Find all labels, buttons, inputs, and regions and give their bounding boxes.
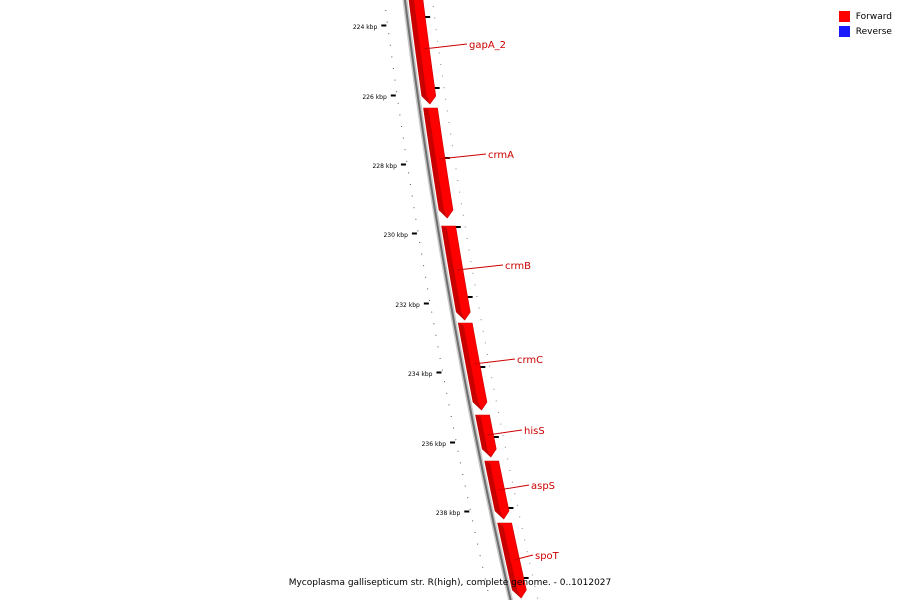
outer-tick-dot [452, 145, 453, 146]
minor-tick-dot [460, 462, 461, 463]
minor-tick-dot [399, 114, 400, 115]
minor-tick-dot [475, 532, 476, 533]
gene-leader-line [457, 265, 503, 270]
minor-tick-dot [385, 10, 386, 11]
outer-tick-dot [522, 528, 523, 529]
gene-label: hisS [524, 426, 545, 437]
outer-tick-dot [503, 435, 504, 436]
minor-tick-dot [412, 196, 413, 197]
minor-tick-dot [487, 590, 488, 591]
minor-tick-dot [408, 172, 409, 173]
minor-tick-dot [419, 242, 420, 243]
legend-label-reverse: Reverse [855, 26, 892, 37]
outer-tick-dot [463, 215, 464, 216]
outer-tick-dot [444, 87, 445, 88]
outer-tick-dot [493, 389, 494, 390]
outer-tick-dot [474, 284, 475, 285]
minor-tick-dot [477, 544, 478, 545]
minor-tick-dot [470, 509, 471, 510]
gene-label: gapA_2 [469, 40, 507, 51]
gene-label: spoT [535, 551, 559, 562]
minor-tick-dot [433, 323, 434, 324]
outer-tick-dot [512, 482, 513, 483]
gene-label: crmB [505, 261, 532, 272]
minor-tick-dot [405, 149, 406, 150]
outer-tick-dot [479, 308, 480, 309]
gene-label: aspS [531, 481, 556, 492]
minor-tick-dot [395, 80, 396, 81]
gene-leader-line [439, 154, 486, 159]
outer-tick-dot [510, 470, 511, 471]
minor-tick-dot [431, 312, 432, 313]
tick-label: 224 kbp [352, 24, 378, 31]
gene-leader-line [474, 359, 515, 364]
gene-label: crmA [488, 150, 515, 161]
outer-tick-dot [445, 99, 446, 100]
outer-tick-dot [514, 493, 515, 494]
forward-swatch [839, 11, 850, 22]
minor-tick-dot [462, 474, 463, 475]
outer-tick-dot [437, 41, 438, 42]
outer-tick-dot [496, 400, 497, 401]
outer-tick-dot [472, 273, 473, 274]
minor-tick-dot [458, 451, 459, 452]
minor-tick-dot [429, 300, 430, 301]
minor-tick-dot [391, 56, 392, 57]
minor-tick-dot [465, 486, 466, 487]
minor-tick-dot [388, 33, 389, 34]
outer-tick-dot [529, 563, 530, 564]
outer-tick-dot [440, 64, 441, 65]
minor-tick-dot [421, 254, 422, 255]
minor-tick-dot [442, 370, 443, 371]
outer-tick-dot [505, 447, 506, 448]
outer-tick-dot [507, 458, 508, 459]
minor-tick-dot [403, 138, 404, 139]
tick-label: 230 kbp [383, 232, 408, 239]
outer-tick-dot [467, 238, 468, 239]
tick-label: 238 kbp [435, 510, 461, 517]
outer-tick-dot [485, 342, 486, 343]
outer-tick-dot [447, 110, 448, 111]
minor-tick-dot [467, 497, 468, 498]
tick-label: 234 kbp [407, 371, 433, 378]
outer-tick-dot [489, 366, 490, 367]
outer-tick-dot [450, 134, 451, 135]
outer-tick-dot [483, 331, 484, 332]
outer-tick-dot [517, 505, 518, 506]
legend-label-forward: Forward [855, 11, 892, 22]
outer-tick-dot [498, 412, 499, 413]
minor-tick-dot [396, 91, 397, 92]
outer-tick-dot [537, 598, 538, 599]
minor-tick-dot [398, 103, 399, 104]
legend-item-forward [839, 9, 892, 24]
minor-tick-dot [425, 277, 426, 278]
tick-label: 232 kbp [395, 302, 420, 309]
outer-tick-dot [469, 250, 470, 251]
gene-features [408, 0, 527, 598]
minor-tick-dot [446, 393, 447, 394]
minor-tick-dot [423, 265, 424, 266]
outer-tick-dot [527, 551, 528, 552]
minor-tick-dot [472, 520, 473, 521]
minor-tick-dot [482, 567, 483, 568]
outer-tick-dot [476, 296, 477, 297]
outer-tick-dot [433, 6, 434, 7]
outer-tick-dot [519, 516, 520, 517]
outer-tick-dot [465, 226, 466, 227]
outer-tick-dot [434, 18, 435, 19]
outer-tick-dot [459, 192, 460, 193]
outer-tick-dot [457, 180, 458, 181]
minor-tick-dot [414, 207, 415, 208]
minor-tick-dot [415, 219, 416, 220]
legend-item-reverse [839, 24, 892, 39]
outer-tick-dot [481, 319, 482, 320]
tick-label: 226 kbp [362, 94, 387, 101]
outer-tick-dot [449, 122, 450, 123]
minor-tick-dot [427, 288, 428, 289]
minor-tick-dot [401, 126, 402, 127]
minor-tick-dot [417, 230, 418, 231]
minor-tick-dot [455, 439, 456, 440]
minor-tick-dot [449, 404, 450, 405]
outer-tick-dot [436, 29, 437, 30]
outer-tick-dot [442, 76, 443, 77]
minor-tick-dot [435, 335, 436, 336]
reverse-swatch [839, 26, 850, 37]
legend [839, 9, 892, 39]
map-caption: Mycoplasma gallisepticum str. R(high), complete genome. - 0..1012027 [288, 578, 612, 588]
minor-tick-dot [480, 555, 481, 556]
outer-tick-dot [439, 52, 440, 53]
minor-tick-dot [438, 346, 439, 347]
minor-tick-dot [406, 161, 407, 162]
outer-tick-dot [487, 354, 488, 355]
outer-tick-dot [461, 203, 462, 204]
minor-tick-dot [390, 45, 391, 46]
outer-tick-dot [491, 377, 492, 378]
tick-label: 228 kbp [372, 163, 397, 170]
minor-tick-dot [453, 428, 454, 429]
tick-label: 236 kbp [421, 441, 447, 448]
minor-tick-dot [393, 68, 394, 69]
outer-tick-dot [500, 424, 501, 425]
outer-tick-dot [524, 540, 525, 541]
minor-tick-dot [410, 184, 411, 185]
minor-tick-dot [387, 22, 388, 23]
outer-tick-dot [456, 168, 457, 169]
minor-tick-dot [440, 358, 441, 359]
outer-tick-dot [470, 261, 471, 262]
gene-label: crmC [517, 355, 544, 366]
minor-tick-dot [444, 381, 445, 382]
gene-leader-line [423, 44, 467, 49]
outer-tick-dot [532, 574, 533, 575]
minor-tick-dot [451, 416, 452, 417]
